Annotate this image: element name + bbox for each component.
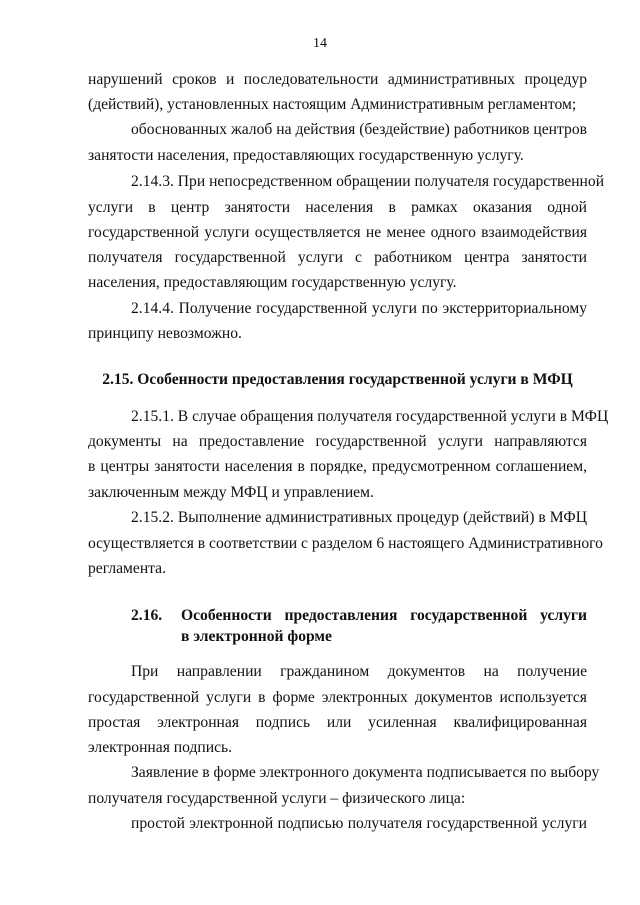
page-number: 14	[313, 36, 327, 51]
text-line: электронная подпись.	[88, 739, 233, 756]
text-line: получателя государственной услуги – физического лица:	[88, 790, 466, 807]
text-line: государственной услуги осуществляется не менее одного взаимодействия	[88, 224, 587, 241]
text-line: Заявление в форме электронного документа подписывается по выбору	[131, 764, 600, 781]
text-line: нарушений сроков и последовательности административных процедур	[88, 71, 587, 88]
section-number-2-16: 2.16.	[131, 607, 163, 624]
section-heading-2-16-cont: в электронной форме	[181, 628, 332, 645]
text-line: регламента.	[88, 560, 166, 577]
text-line: 2.15.1. В случае обращения получателя государственной услуги в МФЦ	[131, 408, 609, 425]
text-line: принципу невозможно.	[88, 325, 242, 342]
text-line: 2.15.2. Выполнение административных процедур (действий) в МФЦ	[131, 509, 587, 526]
text-line: государственной услуги в форме электронных документов используется	[88, 689, 587, 706]
text-line: получателя государственной услуги с работником центра занятости	[88, 249, 587, 266]
section-heading-2-16: Особенности предоставления государственной услуги	[181, 607, 587, 624]
text-line: обоснованных жалоб на действия (бездействие) работников центров	[131, 121, 587, 138]
text-line: населения, предоставляющим государственную услугу.	[88, 274, 457, 291]
text-line: занятости населения, предоставляющих государственную услугу.	[88, 147, 524, 164]
text-line: заключенным между МФЦ и управлением.	[88, 484, 374, 501]
text-line: осуществляется в соответствии с разделом 6 настоящего Административного	[88, 535, 603, 552]
text-line: При направлении гражданином документов на получение	[131, 663, 587, 680]
text-line: 2.14.3. При непосредственном обращении получателя государственной	[131, 173, 605, 190]
text-line: услуги в центр занятости населения в рамках оказания одной	[88, 199, 587, 216]
text-line: простая электронная подпись или усиленная квалифицированная	[88, 714, 587, 731]
text-line: документы на предоставление государственной услуги направляются	[88, 433, 587, 450]
text-line: простой электронной подписью получателя государственной услуги	[131, 815, 587, 832]
section-heading-2-15: 2.15. Особенности предоставления государственной услуги в МФЦ	[102, 371, 573, 388]
text-line: 2.14.4. Получение государственной услуги по экстерриториальному	[131, 300, 587, 317]
text-line: в центры занятости населения в порядке, предусмотренном соглашением,	[88, 458, 587, 475]
text-line: (действий), установленных настоящим Административным регламентом;	[88, 96, 577, 113]
